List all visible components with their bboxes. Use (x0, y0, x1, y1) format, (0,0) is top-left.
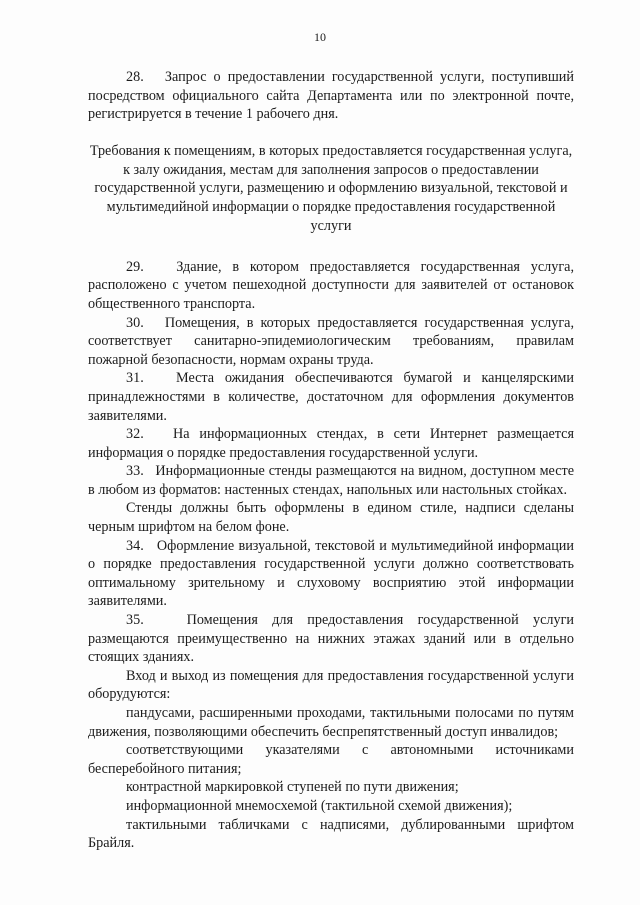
paragraph-35-continued: Вход и выход из помещения для предоставления государственной услуги оборудуются: (88, 667, 574, 703)
paragraph-35: 35. Помещения для предоставления государственной услуги размещаются преимущественно на нижних этажах зданий или в отдельно стоящих зданиях. (88, 612, 574, 666)
list-item-ramps: пандусами, расширенными проходами, тактильными полосами по путям движения, позволяющими обеспечить беспрепятственный доступ инвалидов; (88, 705, 574, 740)
paragraph-34: 34. Оформление визуальной, текстовой и мультимедийной информации о порядке предоставления государственной услуги должно соответствовать оптимальному зрительному и слуховому восприятию этой информации заявителями. (88, 537, 574, 610)
list-item-signs: соответствующими указателями с автономными источниками бесперебойного питания; (88, 742, 574, 777)
paragraph-28: 28. Запрос о предоставлении государственной услуги, поступивший посредством официального сайта Департамента или по электронной почте, регистрируется в течение 1 рабочего дня. (88, 69, 574, 123)
paragraph-32: 32. На информационных стендах, в сети Интернет размещается информация о порядке предоставления государственной услуги. (88, 426, 574, 461)
document-body (88, 68, 574, 853)
paragraph-30: 30. Помещения, в которых предоставляется государственная услуга, соответствует санитарно-эпидемиологическим требованиям, правилам пожарной безопасности, нормам охраны труда. (88, 314, 574, 368)
page-number: 10 (314, 30, 326, 44)
paragraph-31: 31. Места ожидания обеспечиваются бумагой и канцелярскими принадлежностями в количестве, достаточном для оформления документов заявителями. (88, 370, 574, 424)
paragraph-33: 33. Информационные стенды размещаются на видном, доступном месте в любом из форматов: настенных стендах, напольных или настольных стойках. (88, 463, 574, 498)
section-heading: Требования к помещениям, в которых предоставляется государственная услуга, к залу ожидания, местам для заполнения запросов о предоставлении государственной услуги, размещению и оформлению визуальной, текстовой и мультимедийной информации о порядке предоставления государственной услуги (89, 142, 573, 234)
list-item-step-marking: контрастной маркировкой ступеней по пути движения; (126, 779, 459, 796)
paragraph-29: 29. Здание, в котором предоставляется государственная услуга, расположено с учетом пешеходной доступности для заявителей от остановок общественного транспорта. (88, 258, 574, 312)
paragraph-33-continued: Стенды должны быть оформлены в едином стиле, надписи сделаны черным шрифтом на белом фоне. (88, 500, 574, 536)
list-item-braille-plates: тактильными табличками с надписями, дублированными шрифтом Брайля. (88, 816, 574, 852)
list-item-mnemonic-scheme: информационной мнемосхемой (тактильной схемой движения); (126, 797, 513, 814)
